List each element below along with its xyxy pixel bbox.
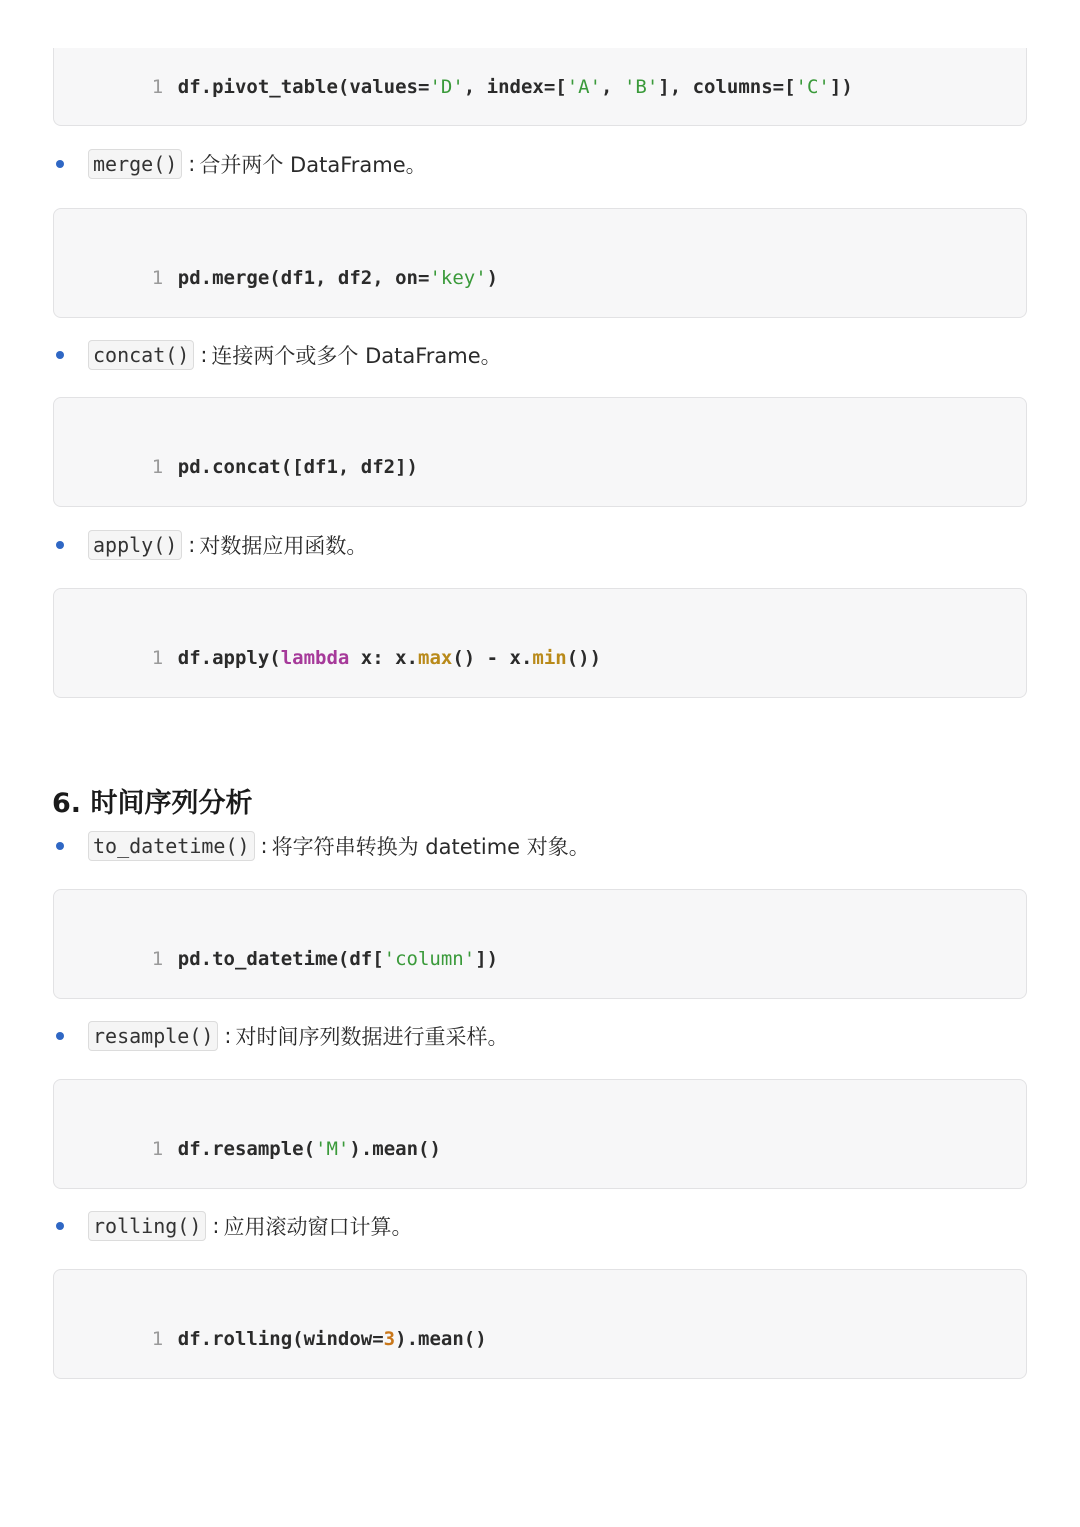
separator: : <box>224 1024 232 1048</box>
code-token: ) <box>486 267 499 289</box>
code-token: pd.merge(df1, df2, on= <box>177 267 430 289</box>
code-block-concat <box>53 397 1027 507</box>
bullet-icon <box>56 842 64 850</box>
code-block-pivot-table <box>53 48 1027 126</box>
code-token: 'key' <box>429 267 487 289</box>
code-text <box>178 1328 487 1350</box>
code-text <box>178 948 498 970</box>
line-number: 1 <box>151 456 164 478</box>
code-text <box>178 76 853 98</box>
separator: : <box>212 1214 220 1238</box>
inline-code: merge() <box>88 149 182 179</box>
separator: : <box>200 343 208 367</box>
code-token: 'B' <box>623 76 659 98</box>
code-line <box>106 926 498 992</box>
code-text <box>178 1138 441 1160</box>
code-token: 'C' <box>795 76 830 98</box>
list-item-resample <box>56 1021 509 1051</box>
code-token: 'A' <box>566 76 602 98</box>
code-token: df.pivot_table(values= <box>177 76 430 98</box>
code-line <box>106 245 498 311</box>
code-token: df.rolling(window= <box>177 1328 384 1350</box>
code-block-merge <box>53 208 1027 318</box>
item-description: 合并两个 DataFrame。 <box>199 153 427 177</box>
code-line <box>106 434 418 500</box>
bullet-icon <box>56 1222 64 1230</box>
bullet-icon <box>56 541 64 549</box>
line-number: 1 <box>151 948 164 970</box>
line-number: 1 <box>151 76 164 98</box>
code-token: 'column' <box>383 948 476 970</box>
code-token: 3 <box>383 1328 396 1350</box>
line-number: 1 <box>151 1138 164 1160</box>
code-line <box>106 625 601 691</box>
code-block-resample <box>53 1079 1027 1189</box>
code-token: min <box>532 647 567 669</box>
code-token: ).mean() <box>395 1328 487 1350</box>
code-block-rolling <box>53 1269 1027 1379</box>
code-token: max <box>418 647 453 669</box>
code-block-to-datetime <box>53 889 1027 999</box>
code-token: pd.concat([df1, df2]) <box>177 456 418 478</box>
list-item-concat <box>56 340 502 370</box>
bullet-icon <box>56 160 64 168</box>
line-number: 1 <box>151 647 164 669</box>
code-token: pd.to_datetime(df[ <box>177 948 384 970</box>
code-block-apply <box>53 588 1027 698</box>
list-item-apply <box>56 530 367 560</box>
list-item-to-datetime <box>56 831 590 861</box>
code-token: ).mean() <box>349 1138 441 1160</box>
inline-code: concat() <box>88 340 194 370</box>
code-token: ]) <box>829 76 853 98</box>
code-token: 'D' <box>429 76 464 98</box>
code-token: x: x. <box>349 647 418 669</box>
code-line <box>106 54 853 120</box>
separator: : <box>188 533 196 557</box>
list-item-rolling <box>56 1211 412 1241</box>
inline-code: resample() <box>88 1021 218 1051</box>
code-token: , index=[ <box>463 76 567 98</box>
code-token: , <box>601 76 624 98</box>
item-description: 对数据应用函数。 <box>199 534 368 558</box>
code-token: ], columns=[ <box>658 76 796 98</box>
bullet-icon <box>56 1032 64 1040</box>
item-description: 连接两个或多个 DataFrame。 <box>211 344 502 368</box>
separator: : <box>188 152 196 176</box>
item-description: 将字符串转换为 datetime 对象。 <box>271 835 590 859</box>
code-token: lambda <box>280 647 350 669</box>
code-text <box>178 456 418 478</box>
code-line <box>106 1306 487 1372</box>
line-number: 1 <box>151 267 164 289</box>
section-heading: 6. 时间序列分析 <box>52 788 253 819</box>
inline-code: to_datetime() <box>88 831 255 861</box>
item-description: 应用滚动窗口计算。 <box>223 1215 413 1239</box>
code-token: ()) <box>566 647 602 669</box>
code-token: () - x. <box>452 647 533 669</box>
code-token: ]) <box>475 948 499 970</box>
separator: : <box>260 834 268 858</box>
code-token: df.apply( <box>177 647 281 669</box>
code-token: 'M' <box>315 1138 350 1160</box>
inline-code: apply() <box>88 530 182 560</box>
code-line <box>106 1116 441 1182</box>
line-number: 1 <box>151 1328 164 1350</box>
code-text <box>178 267 498 289</box>
code-token: df.resample( <box>177 1138 316 1160</box>
list-item-merge <box>56 149 427 179</box>
bullet-icon <box>56 351 64 359</box>
code-text <box>178 647 601 669</box>
inline-code: rolling() <box>88 1211 206 1241</box>
item-description: 对时间序列数据进行重采样。 <box>235 1025 509 1049</box>
